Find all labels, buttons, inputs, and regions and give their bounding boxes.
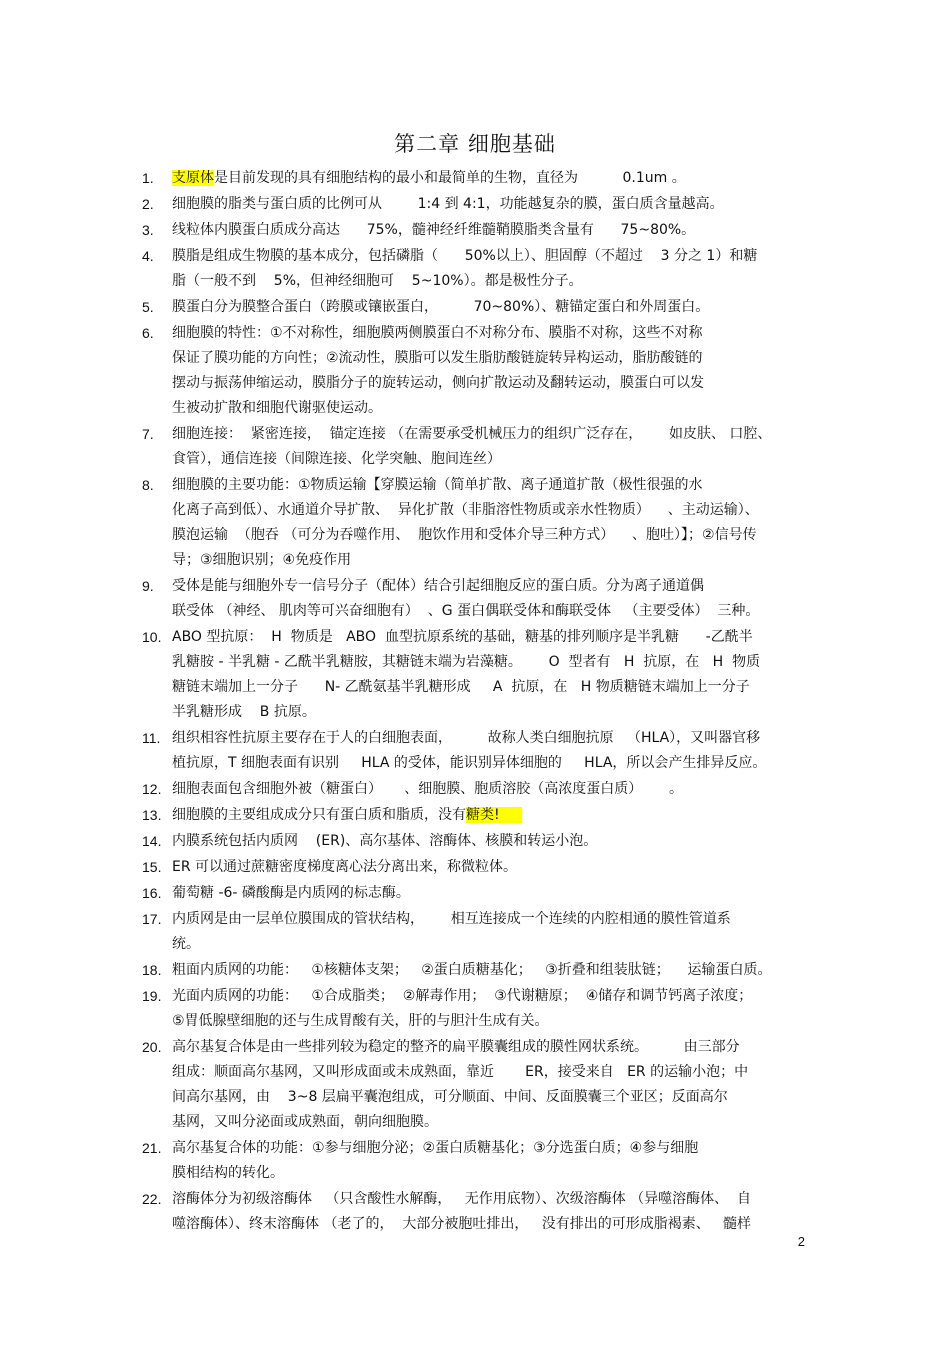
item-number: 10.	[142, 629, 162, 645]
line-text: 基网，又叫分泌面或成熟面，朝向细胞膜。	[172, 1114, 438, 1130]
item-number: 17.	[142, 911, 162, 927]
line-text: 细胞膜的主要组成成分只有蛋白质和脂质，没有	[172, 807, 466, 823]
item-text-line	[172, 1187, 812, 1212]
line-text: 内膜系统包括内质网 (ER)、高尔基体、溶酶体、核膜和转运小泡。	[172, 833, 598, 849]
line-text: 间高尔基网，由 3~8 层扁平囊泡组成，可分顺面、中间、反面膜囊三个亚区；反面高尔	[172, 1089, 728, 1105]
line-text: 摆动与振荡伸缩运动，膜脂分子的旋转运动，侧向扩散运动及翻转运动，膜蛋白可以发	[172, 375, 704, 391]
item-text-line	[172, 932, 812, 957]
list-item	[142, 192, 812, 217]
list-item	[142, 829, 812, 854]
line-text: 高尔基复合体的功能：①参与细胞分泌；②蛋白质糖基化；③分选蛋白质；④参与细胞	[172, 1140, 699, 1156]
item-number: 21.	[142, 1140, 162, 1156]
item-text-line	[172, 700, 812, 725]
line-text: 脂（一般不到 5%，但神经细胞可 5~10%）。都是极性分子。	[172, 273, 583, 289]
item-text-line	[172, 166, 812, 191]
line-text: 线粒体内膜蛋白质成分高达 75%，髓神经纤维髓鞘膜脂类含量有 75~80%。	[172, 222, 696, 238]
list-item	[142, 803, 812, 828]
line-text: 膜泡运输 （胞吞 （可分为吞噬作用、 胞饮作用和受体介导三种方式） 、胞吐）】；②信号传	[172, 527, 757, 543]
item-text-line	[172, 574, 812, 599]
line-text: 膜相结构的转化。	[172, 1165, 284, 1181]
item-text-line	[172, 777, 812, 802]
list-item	[142, 244, 812, 294]
line-text: 高尔基复合体是由一些排列较为稳定的整齐的扁平膜囊组成的膜性网状系统。 由三部分	[172, 1039, 740, 1055]
line-text: 化离子高到低）、水通道介导扩散、 异化扩散（非脂溶性物质或亲水性物质） 、主动运输）、	[172, 502, 759, 518]
line-text: ER 可以通过蔗糖密度梯度离心法分离出来，称微粒体。	[172, 859, 518, 875]
list-item	[142, 726, 812, 776]
item-text-line	[172, 625, 812, 650]
item-number: 12.	[142, 781, 162, 797]
line-text: 联受体 （神经、 肌肉等可兴奋细胞有） 、G 蛋白偶联受体和酶联受体 （主要受体） 三种。	[172, 603, 760, 619]
list-item	[142, 907, 812, 957]
list-item	[142, 1035, 812, 1135]
item-number: 14.	[142, 833, 162, 849]
item-number: 8.	[142, 477, 154, 493]
line-text: 生被动扩散和细胞代谢驱使运动。	[172, 400, 382, 416]
item-number: 13.	[142, 807, 162, 823]
item-number: 11.	[142, 730, 161, 746]
item-number: 1.	[142, 170, 154, 186]
list-item	[142, 881, 812, 906]
page-number: 2	[797, 1234, 805, 1249]
list-item	[142, 321, 812, 421]
line-text: 组织相容性抗原主要存在于人的白细胞表面， 故称人类白细胞抗原 （HLA），又叫器官移	[172, 730, 761, 746]
line-text: 膜蛋白分为膜整合蛋白（跨膜或镶嵌蛋白， 70~80%）、糖锚定蛋白和外周蛋白。	[172, 299, 710, 315]
line-text: 导；③细胞识别；④免疫作用	[172, 552, 352, 568]
item-text-line	[172, 371, 812, 396]
item-text-line	[172, 958, 812, 983]
list-item	[142, 1136, 812, 1186]
item-number: 3.	[142, 222, 154, 238]
item-text-line	[172, 295, 812, 320]
item-text-line	[172, 498, 812, 523]
list-item	[142, 295, 812, 320]
item-number: 16.	[142, 885, 162, 901]
item-text-line	[172, 321, 812, 346]
item-number: 18.	[142, 962, 162, 978]
item-text-line	[172, 192, 812, 217]
line-text: 半乳糖形成 B 抗原。	[172, 704, 316, 720]
list-item	[142, 855, 812, 880]
line-text: 植抗原，T 细胞表面有识别 HLA 的受体，能识别异体细胞的 HLA，所以会产生排异反应。	[172, 755, 767, 771]
line-text: 内质网是由一层单位膜围成的管状结构， 相互连接成一个连续的内腔相通的膜性管道系	[172, 911, 731, 927]
list-item	[142, 625, 812, 725]
highlighted-text: 糖类!	[466, 807, 522, 823]
line-text: 光面内质网的功能： ①合成脂类； ②解毒作用； ③代谢糖原； ④储存和调节钙离子浓度；	[172, 988, 753, 1004]
item-text-line	[172, 1161, 812, 1186]
item-text-line	[172, 829, 812, 854]
line-text: 乳糖胺 - 半乳糖 - 乙酰半乳糖胺，其糖链末端为岩藻糖。 O 型者有 H 抗原，在 H 物质	[172, 654, 761, 670]
list-item	[142, 218, 812, 243]
line-text: ABO 型抗原： H 物质是 ABO 血型抗原系统的基础，糖基的排列顺序是半乳糖 -乙酰半	[172, 629, 753, 645]
line-text: 糖链末端加上一分子 N- 乙酰氨基半乳糖形成 A 抗原，在 H 物质糖链末端加上一分子	[172, 679, 750, 695]
list-item	[142, 422, 812, 472]
item-number: 4.	[142, 248, 154, 264]
item-text-line	[172, 907, 812, 932]
line-text: 噬溶酶体）、终末溶酶体 （老了的， 大部分被胞吐排出， 没有排出的可形成脂褐素、 髓样	[172, 1216, 752, 1232]
line-text: 统。	[172, 936, 200, 952]
item-text-line	[172, 803, 812, 828]
item-text-line	[172, 218, 812, 243]
line-text: 细胞膜的特性：①不对称性，细胞膜两侧膜蛋白不对称分布、膜脂不对称，这些不对称	[172, 325, 703, 341]
line-text: 溶酶体分为初级溶酶体 （只含酸性水解酶， 无作用底物）、次级溶酶体 （异噬溶酶体、 自	[172, 1191, 752, 1207]
line-text: 细胞膜的脂类与蛋白质的比例可从 1:4 到 4:1，功能越复杂的膜，蛋白质含量越高。	[172, 196, 724, 212]
line-text: 食管），通信连接（间隙连接、化学突触、胞间连丝）	[172, 451, 501, 467]
line-text: ⑤胃低腺壁细胞的还与生成胃酸有关，肝的与胆汁生成有关。	[172, 1013, 549, 1029]
item-text-line	[172, 650, 812, 675]
item-text-line	[172, 447, 812, 472]
list-item	[142, 473, 812, 573]
item-text-line	[172, 855, 812, 880]
line-text: 膜脂是组成生物膜的基本成分，包括磷脂（ 50%以上）、胆固醇（不超过 3 分之 1）和糖	[172, 248, 758, 264]
item-number: 19.	[142, 988, 162, 1004]
item-text-line	[172, 675, 812, 700]
item-text-line	[172, 1212, 812, 1237]
item-text-line	[172, 346, 812, 371]
item-text-line	[172, 548, 812, 573]
list-item	[142, 574, 812, 624]
item-text-line	[172, 396, 812, 421]
item-text-line	[172, 599, 812, 624]
numbered-list	[142, 166, 812, 1238]
item-text-line	[172, 1136, 812, 1161]
item-text-line	[172, 1110, 812, 1135]
line-text: 粗面内质网的功能： ①核糖体支架； ②蛋白质糖基化； ③折叠和组装肽链； 运输蛋白质。	[172, 962, 772, 978]
line-text: 保证了膜功能的方向性；②流动性，膜脂可以发生脂肪酸链旋转异构运动，脂肪酸链的	[172, 350, 703, 366]
list-item	[142, 166, 812, 191]
item-text-line	[172, 269, 812, 294]
line-text: 细胞连接： 紧密连接， 锚定连接 （在需要承受机械压力的组织广泛存在， 如皮肤、 口腔、	[172, 426, 772, 442]
item-number: 6.	[142, 325, 154, 341]
item-text-line	[172, 523, 812, 548]
item-number: 5.	[142, 299, 154, 315]
line-text: 细胞表面包含细胞外被（糖蛋白） 、细胞膜、胞质溶胶（高浓度蛋白质） 。	[172, 781, 683, 797]
list-item	[142, 777, 812, 802]
item-text-line	[172, 1085, 812, 1110]
item-number: 15.	[142, 859, 162, 875]
item-text-line	[172, 881, 812, 906]
line-text: 受体是能与细胞外专一信号分子（配体）结合引起细胞反应的蛋白质。分为离子通道偶	[172, 578, 704, 594]
line-text: 组成：顺面高尔基网，又叫形成面或未成熟面，靠近 ER，接受来自 ER 的运输小泡；中	[172, 1064, 749, 1080]
line-text: 葡萄糖 -6- 磷酸酶是内质网的标志酶。	[172, 885, 410, 901]
list-item	[142, 1187, 812, 1237]
highlighted-text: 支原体	[172, 170, 214, 186]
item-text-line	[172, 1060, 812, 1085]
list-item	[142, 984, 812, 1034]
item-number: 22.	[142, 1191, 162, 1207]
item-number: 2.	[142, 196, 154, 212]
item-text-line	[172, 751, 812, 776]
item-text-line	[172, 244, 812, 269]
line-text: 细胞膜的主要功能：①物质运输【穿膜运输（简单扩散、离子通道扩散（极性很强的水	[172, 477, 703, 493]
list-item	[142, 958, 812, 983]
item-number: 9.	[142, 578, 154, 594]
chapter-title: 第二章 细胞基础	[394, 132, 556, 156]
item-text-line	[172, 984, 812, 1009]
item-number: 7.	[142, 426, 154, 442]
item-text-line	[172, 422, 812, 447]
item-text-line	[172, 726, 812, 751]
item-text-line	[172, 1035, 812, 1060]
item-text-line	[172, 473, 812, 498]
line-text: 是目前发现的具有细胞结构的最小和最简单的生物，直径为 0.1um 。	[214, 170, 686, 186]
item-number: 20.	[142, 1039, 162, 1055]
item-text-line	[172, 1009, 812, 1034]
